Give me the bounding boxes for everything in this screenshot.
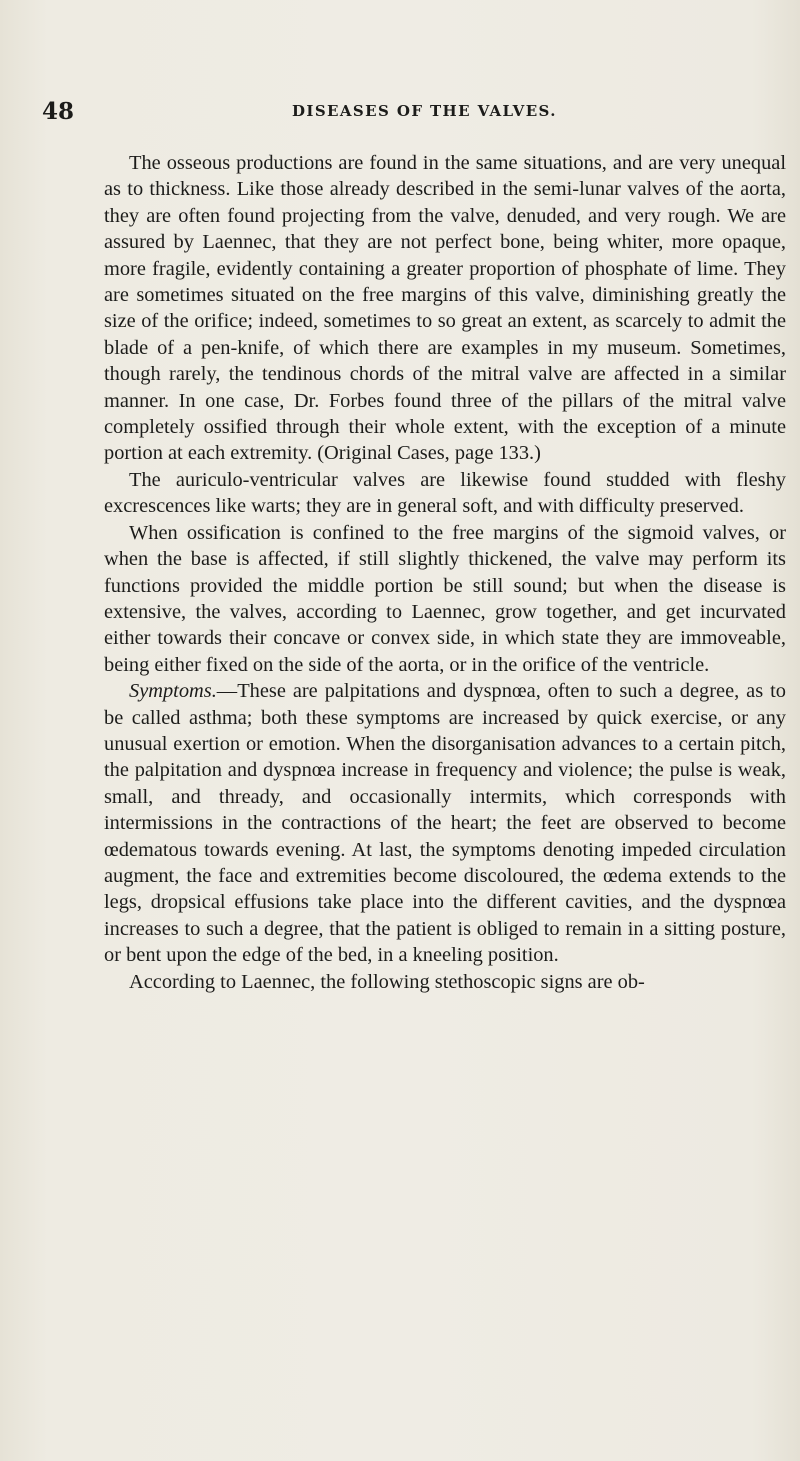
running-head: DISEASES OF THE VALVES. — [292, 102, 557, 120]
paragraph-auriculo-ventricular: The auriculo-ventricular valves are likewise found studded with fleshy excrescences like warts; they are in general soft, and with difficulty preserved. — [104, 468, 786, 518]
body-text — [104, 150, 786, 995]
symptoms-text: —These are palpitations and dyspnœa, often to such a degree, as to be called asthma; both these symptoms are increased by quick exercise, or any unusual exertion or emotion. When the disorganisation advances to a certain pitch, the palpitation and dyspnœa increase in frequency and violence; the pulse is weak, small, and thready, and occasionally intermits, which corresponds with intermissions in the contractions of the heart; the feet are observed to become œdematous towards evening. At last, the symptoms denoting impeded circulation augment, the face and extremities become discoloured, the œdema extends to the legs, dropsical effusions take place into the different cavities, and the dyspnœa increases to such a degree, that the patient is obliged to remain in a sitting posture, or bent upon the edge of the bed, in a kneeling position. — [104, 680, 786, 967]
paragraph-closing: According to Laennec, the following stethoscopic signs are ob- — [129, 970, 645, 993]
page-header — [42, 98, 760, 130]
paragraph-ossification: When ossification is confined to the free margins of the sigmoid valves, or when the base is affected, if still slightly thickened, the valve may perform its functions provided the middle portion be still sound; but when the disease is extensive, the valves, according to Laennec, grow together, and get incurvated either towards their concave or convex side, in which state they are immoveable, being either fixed on the side of the aorta, or in the orifice of the ventricle. — [104, 521, 786, 676]
page-number: 48 — [42, 98, 75, 125]
paragraph-symptoms — [104, 678, 786, 968]
symptoms-heading: Symptoms. — [129, 680, 217, 703]
paragraph-osseous-productions: The osseous productions are found in the same situations, and are very unequal as to thickness. Like those already described in the semi-lunar valves of the aorta, they are often found projecting from the valve, denuded, and very rough. We are assured by Laennec, that they are not perfect bone, being whiter, more opaque, more fragile, evidently containing a greater proportion of phosphate of lime. They are sometimes situated on the free margins of this valve, diminishing greatly the size of the orifice; indeed, sometimes to so great an extent, as scarcely to admit the blade of a pen-knife, of which there are examples in my museum. Sometimes, though rarely, the tendinous chords of the mitral valve are affected in a similar manner. In one case, Dr. Forbes found three of the pillars of the mitral valve completely ossified through their whole extent, with the exception of a minute portion at each extremity. (Original Cases, page 133.) — [104, 152, 786, 465]
